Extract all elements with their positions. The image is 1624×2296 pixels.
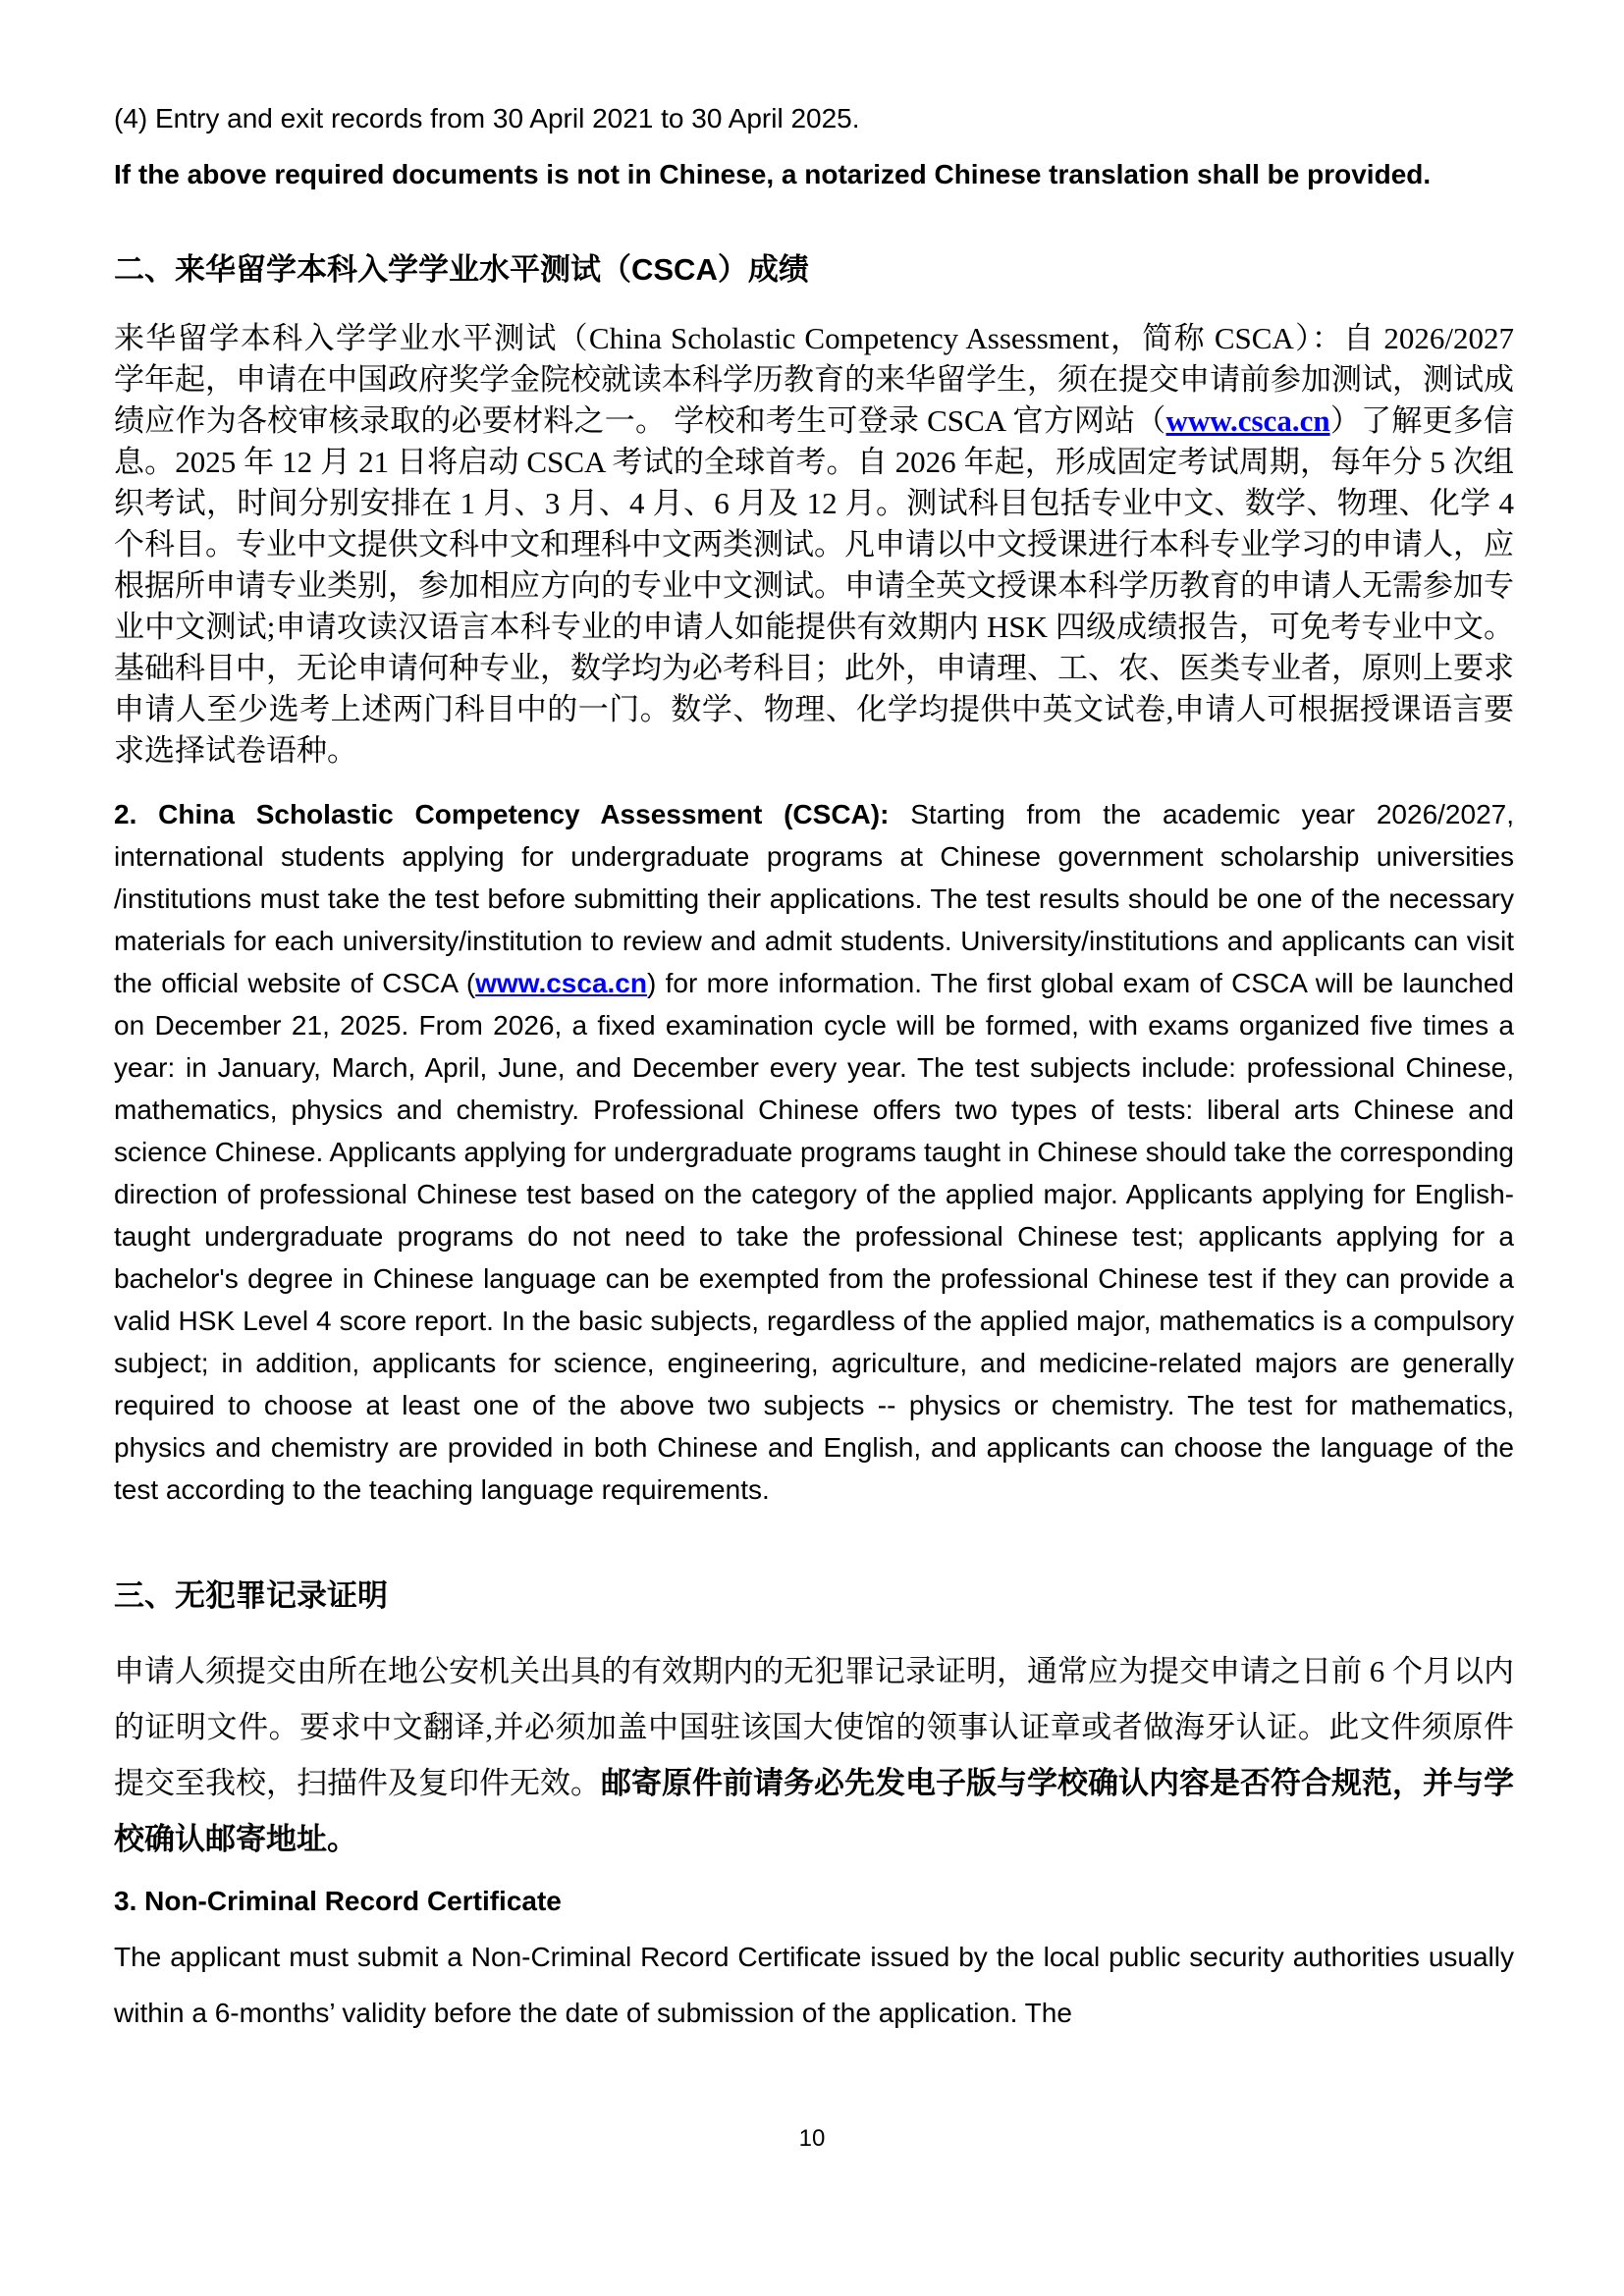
intro-item-4: (4) Entry and exit records from 30 April 2021 to 30 April 2025. — [114, 103, 860, 133]
section3-heading: 三、无犯罪记录证明 — [114, 1577, 388, 1613]
section2-en-paragraph — [114, 793, 1514, 1511]
section3-zh-bold-notice: 邮寄原件前请务必先发电子版与学校确认内容是否符合规范，并与学校确认邮寄地址。 — [114, 1766, 1514, 1857]
section2-zh-paragraph — [114, 318, 1514, 772]
section3-zh-paragraph — [114, 1643, 1514, 1867]
page-number: 10 — [798, 2125, 826, 2152]
section2-zh-text-after-link: ）了解更多信息。2025 年 12 月 21 日将启动 CSCA 考试的全球首考。自 2026 年起，形成固定考试周期，每年分 5 次组织考试，时间分别安排在 1 月、3 月、4 月、6 月及 12 月。测试科目包括专业中文、数学、物理、化学 4 个科目。专业中文提供文科中文和理科中文两类测试。凡申请以中文授课进行本科专业学习的申请人，应根据所申请专业类别，参加相应方向的专业中文测试。申请全英文授课本科学历教育的申请人无需参加专业中文测试;申请攻读汉语言本科专业的申请人如能提供有效期内 HSK 四级成绩报告，可免考专业中文。基础科目中，无论申请何种专业，数学均为必考科目；此外，申请理、工、农、医类专业者，原则上要求申请人至少选考上述两门科目中的一门。数学、物理、化学均提供中英文试卷,申请人可根据授课语言要求选择试卷语种。 — [114, 402, 1514, 768]
section2-heading: 二、来华留学本科入学学业水平测试（CSCA）成绩 — [114, 252, 809, 287]
section2-zh-text-before-link: 来华留学本科入学学业水平测试（China Scholastic Competency Assessment，简称 CSCA）：自 2026/2027 学年起，申请在中国政府奖学金院校就读本科学历教育的来华留学生，须在提交申请前参加测试，测试成绩应作为各校审核录取的必要材料之一。 学校和考生可登录 CSCA 官方网站（ — [114, 320, 1514, 438]
section3-zh-regular-text: 申请人须提交由所在地公安机关出具的有效期内的无犯罪记录证明，通常应为提交申请之日前 6 个月以内的证明文件。要求中文翻译,并必须加盖中国驻该国大使馆的领事认证章或者做海牙认证。此文件须原件提交至我校，扫描件及复印件无效。 — [114, 1654, 1514, 1801]
csca-website-link-en[interactable]: www.csca.cn — [475, 967, 647, 998]
section3-en-heading: 3. Non-Criminal Record Certificate — [114, 1886, 562, 1917]
section2-en-lead-bold: 2. China Scholastic Competency Assessment (CSCA): — [114, 798, 890, 829]
csca-website-link-zh[interactable]: www.csca.cn — [1165, 402, 1330, 438]
section3-en-paragraph: The applicant must submit a Non-Criminal Record Certificate issued by the local public security authorities usually within a 6-months’ validity before the date of submission of the application. The — [114, 1942, 1514, 2029]
translation-notice: If the above required documents is not in Chinese, a notarized Chinese translation shall be provided. — [114, 159, 1432, 189]
section2-en-text-after-link: ) for more information. The first global exam of CSCA will be launched on December 21, 2025. From 2026, a fixed examination cycle will be formed, with exams organized five times a year: in January, March, April, June, and December every year. The test subjects include: professional Chinese, mathematics, physics and chemistry. Professional Chinese offers two types of tests: liberal arts Chinese and science Chinese. Applicants applying for undergraduate programs taught in Chinese should take the corresponding direction of professional Chinese test based on the category of the applied major. Applicants applying for English-taught undergraduate programs do not need to take the professional Chinese test; applicants applying for a bachelor's degree in Chinese language can be exempted from the professional Chinese test if they can provide a valid HSK Level 4 score report. In the basic subjects, regardless of the applied major, mathematics is a compulsory subject; in addition, applicants for science, engineering, agriculture, and medicine-related majors are generally required to choose at least one of the above two subjects -- physics or chemistry. The test for mathematics, physics and chemistry are provided in both Chinese and English, and applicants can choose the language of the test according to the teaching language requirements. — [114, 967, 1514, 1505]
section2-en-text-before-link: Starting from the academic year 2026/2027, international students applying for undergraduate programs at Chinese government scholarship universities /institutions must take the test before submitting their applications. The test results should be one of the necessary materials for each university/institution to review and admit students. University/institutions and applicants can visit the official website of CSCA ( — [114, 798, 1514, 998]
